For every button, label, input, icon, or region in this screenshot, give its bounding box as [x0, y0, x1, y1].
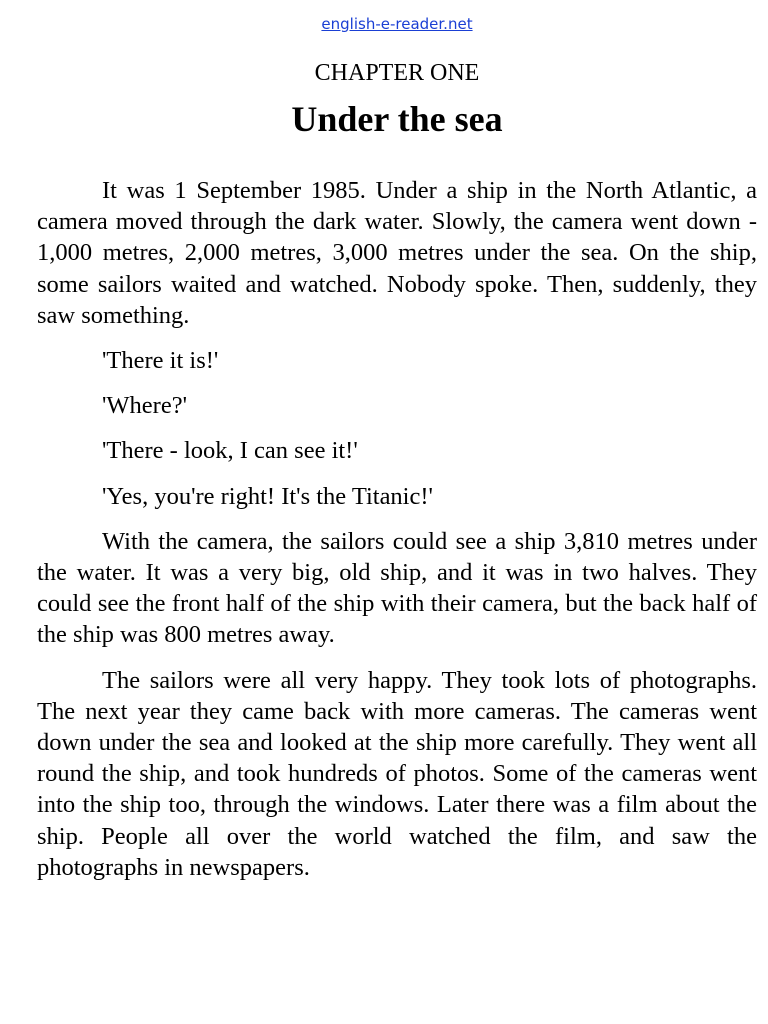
chapter-label: CHAPTER ONE: [314, 60, 480, 86]
paragraph: It was 1 September 1985. Under a ship in the North Atlantic, a camera moved through the dark water. Slowly, the camera went down - 1,000 metres, 2,000 metres, 3,000 metres under the sea. On the ship, some sailors waited and watched. Nobody spoke. Then, suddenly, they saw something.: [37, 177, 757, 329]
chapter-title: Under the sea: [291, 99, 503, 139]
paragraph: 'Where?': [102, 392, 187, 420]
paragraph: 'There it is!': [102, 347, 219, 375]
paragraph: The sailors were all very happy. They took lots of photographs. The next year they came back with more cameras. The cameras went down under the sea and looked at the ship more carefully. They went all round the ship, and took hundreds of photos. Some of the cameras went into the ship too, through the windows. Later there was a film about the ship. People all over the world watched the film, and saw the photographs in newspapers.: [37, 666, 757, 881]
site-link[interactable]: english-e-reader.net: [321, 15, 473, 33]
chapter-body: [37, 175, 757, 883]
paragraph: With the camera, the sailors could see a ship 3,810 metres under the water. It was a very big, old ship, and it was in two halves. They could see the front half of the ship with their camera, but the back half of the ship was 800 metres away.: [37, 527, 757, 649]
document-page: [37, 0, 757, 897]
paragraph: 'There - look, I can see it!': [102, 437, 358, 465]
paragraph: 'Yes, you're right! It's the Titanic!': [102, 482, 433, 510]
